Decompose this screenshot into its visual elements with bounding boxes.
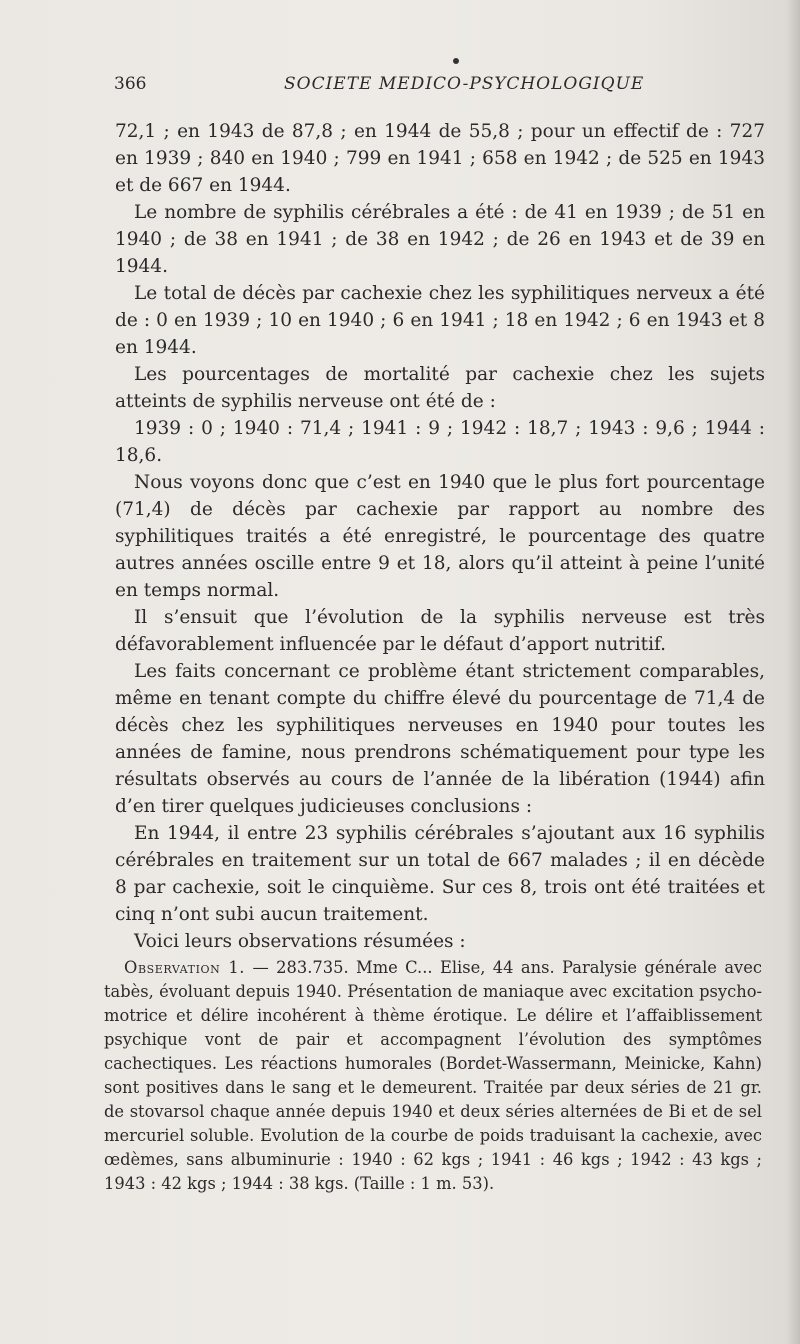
- observation-paragraph: [104, 956, 762, 1196]
- paragraph: Voici leurs observations résumées :: [134, 931, 466, 952]
- paragraph: Nous voyons donc que c’est en 1940 que le plus fort pourcentage (71,4) de décès par cachexie par rapport au nombre des syphilitiques traités a été enregistré, le pourcentage des quatre autres années oscille entre 9 et 18, alors qu’il atteint à peine l’unité en temps normal.: [115, 472, 765, 601]
- running-title: SOCIETE MEDICO-PSYCHOLOGIQUE: [284, 74, 645, 94]
- paragraph: 1939 : 0 ; 1940 : 71,4 ; 1941 : 9 ; 1942 : 18,7 ; 1943 : 9,6 ; 1944 : 18,6.: [115, 418, 765, 466]
- observation-label: Observation 1.: [124, 958, 246, 977]
- observation-text: — 283.735. Mme C... Elise, 44 ans. Paralysie générale avec tabès, évoluant depuis 1940. Présentation de maniaque avec excitation psycho-motrice et délire incohérent à thème érotique. Le délire et l’affaiblissement psychique vont de pair et accompagnent l’évolution des symptômes cachectiques. Les réactions humorales (Bordet-Wassermann, Meinicke, Kahn) sont positives dans le sang et le demeurent. Traitée par deux séries de 21 gr. de stovarsol chaque année depuis 1940 et deux séries alternées de Bi et de sel mercuriel soluble. Evolution de la courbe de poids traduisant la cachexie, avec œdèmes, sans albuminurie : 1940 : 62 kgs ; 1941 : 46 kgs ; 1942 : 43 kgs ; 1943 : 42 kgs ; 1944 : 38 kgs. (Taille : 1 m. 53).: [104, 958, 762, 1193]
- paragraph: En 1944, il entre 23 syphilis cérébrales s’ajoutant aux 16 syphilis cérébrales en traitement sur un total de 667 malades ; il en décède 8 par cachexie, soit le cinquième. Sur ces 8, trois ont été traitées et cinq n’ont subi aucun traitement.: [115, 823, 765, 925]
- page-edge-shadow: [786, 0, 800, 1344]
- paragraph: Le total de décès par cachexie chez les syphilitiques nerveux a été de : 0 en 1939 ; 10 en 1940 ; 6 en 1941 ; 18 en 1942 ; 6 en 1943 et 8 en 1944.: [115, 283, 765, 358]
- paragraph: Le nombre de syphilis cérébrales a été : de 41 en 1939 ; de 51 en 1940 ; de 38 en 1941 ; de 38 en 1942 ; de 26 en 1943 et de 39 en 1944.: [115, 202, 765, 277]
- page-number: 366: [114, 74, 147, 94]
- paragraph: Les faits concernant ce problème étant strictement comparables, même en tenant compte du chiffre élevé du pourcentage de 71,4 de décès chez les syphilitiques nerveuses en 1940 pour toutes les années de famine, nous prendrons schématiquement pour type les résultats observés au cours de l’année de la libération (1944) afin d’en tirer quelques judicieuses conclusions :: [115, 661, 765, 817]
- paragraph: 72,1 ; en 1943 de 87,8 ; en 1944 de 55,8 ; pour un effectif de : 727 en 1939 ; 840 en 1940 ; 799 en 1941 ; 658 en 1942 ; de 525 en 1943 et de 667 en 1944.: [115, 121, 765, 196]
- observation-block: [104, 956, 762, 1196]
- ink-dot: [453, 58, 459, 64]
- paragraph: Il s’ensuit que l’évolution de la syphilis nerveuse est très défavorablement influencée par le défaut d’apport nutritif.: [115, 607, 765, 655]
- main-text: [115, 118, 765, 955]
- paragraph: Les pourcentages de mortalité par cachexie chez les sujets atteints de syphilis nerveuse ont été de :: [115, 364, 765, 412]
- page-header: [114, 70, 766, 100]
